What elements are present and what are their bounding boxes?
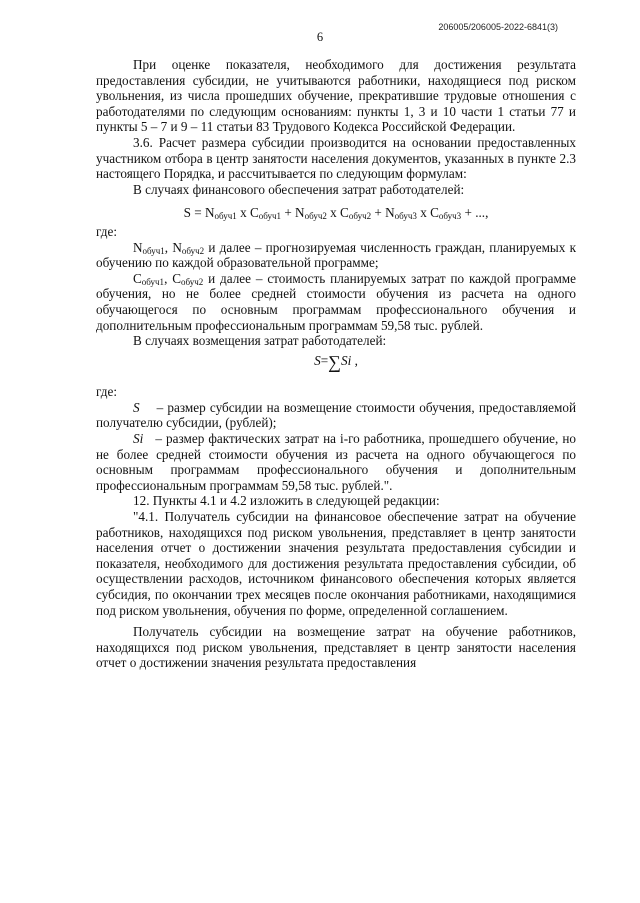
page-number: 6: [316, 30, 324, 44]
paragraph-indicator-exclusion: При оценке показателя, необходимого для достижения результата предоставления субсидии, не учитываются работники, находящиеся под риском увольнения, из числа прошедших обучение, прекратившие трудовые отношения с работодателями по следующим основаниям: пункты 1, 3 и 10 части 1 статьи 77 и пункты 5 – 7 и 9 – 11 статьи 83 Трудового Кодекса Российской Федерации.: [96, 57, 576, 135]
paragraph-12: 12. Пункты 4.1 и 4.2 изложить в следующей редакции:: [133, 493, 440, 509]
s-definition: S – размер субсидии на возмещение стоимости обучения, предоставляемой получателю субсидии, (рублей);: [96, 399, 577, 431]
where-label-2: где:: [96, 384, 117, 400]
c-definition: $C_{обуч1}$, $C_{обуч2}$ и далее – стоимость планируемых затрат по каждой программе обучения, но не более средней стоимости обучения из расчета на одного обучающегося по основным программам профессионального обучения и дополнительным профессиональным программам 59,58 тыс. рублей.: [96, 270, 577, 333]
paragraph-financing-case: В случаях финансового обеспечения затрат работодателей:: [133, 181, 465, 197]
paragraph-reimbursement-case: В случаях возмещения затрат работодателей:: [133, 333, 387, 349]
formula-financing: $S = N_{обуч1}$ x $C_{обуч1} + N_{обуч2}$ x $C_{обуч2} + N_{обуч3}$ x $C_{обуч3}$ + ...,: [183, 205, 489, 222]
paragraph-reimbursement-report: Получатель субсидии на возмещение затрат на обучение работников, находящихся под риском увольнения, представляет в центр занятости населения отчет о достижении значения результата предоставления: [96, 624, 576, 671]
n-definition: $N_{обуч1}$, $N_{обуч2}$ и далее – прогнозируемая численность граждан, планируемых к обучению по каждой образовательной программе;: [96, 239, 577, 271]
si-definition: Si – размер фактических затрат на i-го работника, прошедшего обучение, но не более средней стоимости обучения из расчета на одного обучающегося по основным программам профессионального обучения и дополнительным профессиональным программам 59,58 тыс. рублей.".: [96, 431, 577, 493]
where-label-1: где:: [96, 223, 117, 239]
document-number: 206005/206005-2022-6841(3): [438, 22, 558, 32]
paragraph-4-1: "4.1. Получатель субсидии на финансовое обеспечение затрат на обучение работников, находящихся под риском увольнения, представляет в центр занятости населения отчет о достижении значения результата предоставления субсидии и показателя, необходимого для достижения результата предоставления субсидии, об осуществлении расходов, источником финансового обеспечения которых является субсидия, по окончании трех месяцев после окончания работниками, находящимися под риском увольнения, обучения по форме, определенной соглашением.: [96, 509, 576, 618]
document-body: [96, 57, 576, 671]
paragraph-3-6: 3.6. Расчет размера субсидии производится на основании предоставленных участником отбора в центр занятости населения документов, указанных в пункте 2.3 настоящего Порядка, и рассчитывается по следующим формулам:: [96, 134, 576, 182]
formula-reimbursement: S=∑Si ,: [314, 351, 358, 372]
